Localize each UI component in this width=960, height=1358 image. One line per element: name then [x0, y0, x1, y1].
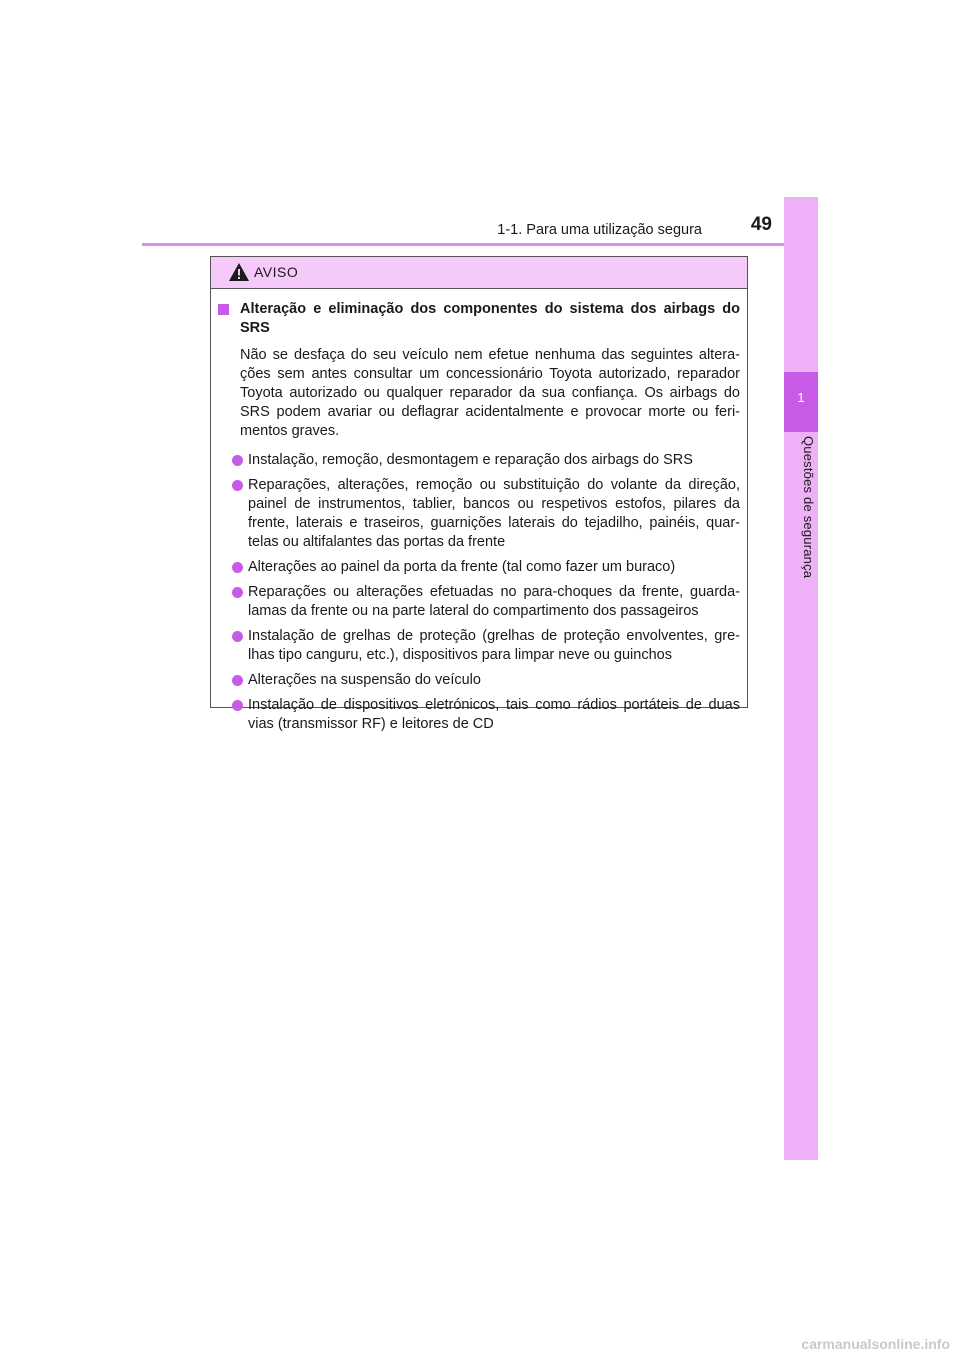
bullet-dot-icon: [232, 455, 243, 466]
section-heading: [218, 300, 740, 338]
bullet-dot-icon: [232, 587, 243, 598]
chapter-title: Questões de segurança: [801, 436, 816, 579]
bullet-dot-icon: [232, 562, 243, 573]
header-rule: [142, 243, 818, 246]
warning-label: AVISO: [254, 264, 299, 280]
list-item: [218, 583, 740, 621]
watermark: carmanualsonline.info: [801, 1336, 950, 1352]
warning-header: [211, 257, 747, 289]
list-item: [218, 451, 740, 470]
running-header-section: 1-1. Para uma utilização segura: [497, 222, 702, 238]
list-item: [218, 627, 740, 665]
list-item-text: Reparações ou alterações efetuadas no para-choques da frente, guarda-lamas da frente ou na parte lateral do compartimento dos passageiros: [248, 584, 740, 619]
list-item-text: Alterações ao painel da porta da frente (tal como fazer um buraco): [248, 559, 676, 575]
list-item-text: Instalação, remoção, desmontagem e reparação dos airbags do SRS: [248, 452, 693, 468]
warning-list: [218, 451, 740, 734]
page-number: 49: [750, 214, 772, 235]
warning-box: [210, 256, 748, 732]
warning-body: [211, 289, 747, 734]
bullet-dot-icon: [232, 675, 243, 686]
bullet-dot-icon: [232, 700, 243, 711]
list-item-text: Instalação de dispositivos eletrónicos, tais como rádios portáteis de duas vias (transmissor RF) e leitores de CD: [248, 697, 740, 732]
list-item-text: Reparações, alterações, remoção ou substituição do volante da direção, painel de instrumentos, tablier, bancos ou respetivos estofos, pilares da frente, laterais e traseiros, guarnições laterais do tejadilho, painéis, quar-telas ou altifalantes das portas da frente: [248, 477, 740, 550]
list-item: [218, 696, 740, 734]
chapter-side-tab: [784, 197, 818, 1160]
bullet-dot-icon: [232, 631, 243, 642]
square-bullet-icon: [218, 304, 229, 315]
intro-paragraph: Não se desfaça do seu veículo nem efetue nenhuma das seguintes altera-ções sem antes consultar um concessionário Toyota autorizado, reparador Toyota autorizado ou qualquer reparador da sua confiança. Os airbags do SRS podem avariar ou deflagrar acidentalmente e provocar morte ou feri-mentos graves.: [240, 347, 740, 439]
chapter-number: 1: [797, 390, 805, 405]
list-item-text: Alterações na suspensão do veículo: [248, 672, 481, 688]
list-item: [218, 558, 740, 577]
section-heading-text: Alteração e eliminação dos componentes do sistema dos airbags do SRS: [240, 301, 740, 336]
list-item-text: Instalação de grelhas de proteção (grelhas de proteção envolventes, gre-lhas tipo canguru, etc.), dispositivos para limpar neve ou guinchos: [248, 628, 740, 663]
list-item: [218, 476, 740, 552]
list-item: [218, 671, 740, 690]
warning-triangle-icon: [228, 262, 250, 282]
bullet-dot-icon: [232, 480, 243, 491]
